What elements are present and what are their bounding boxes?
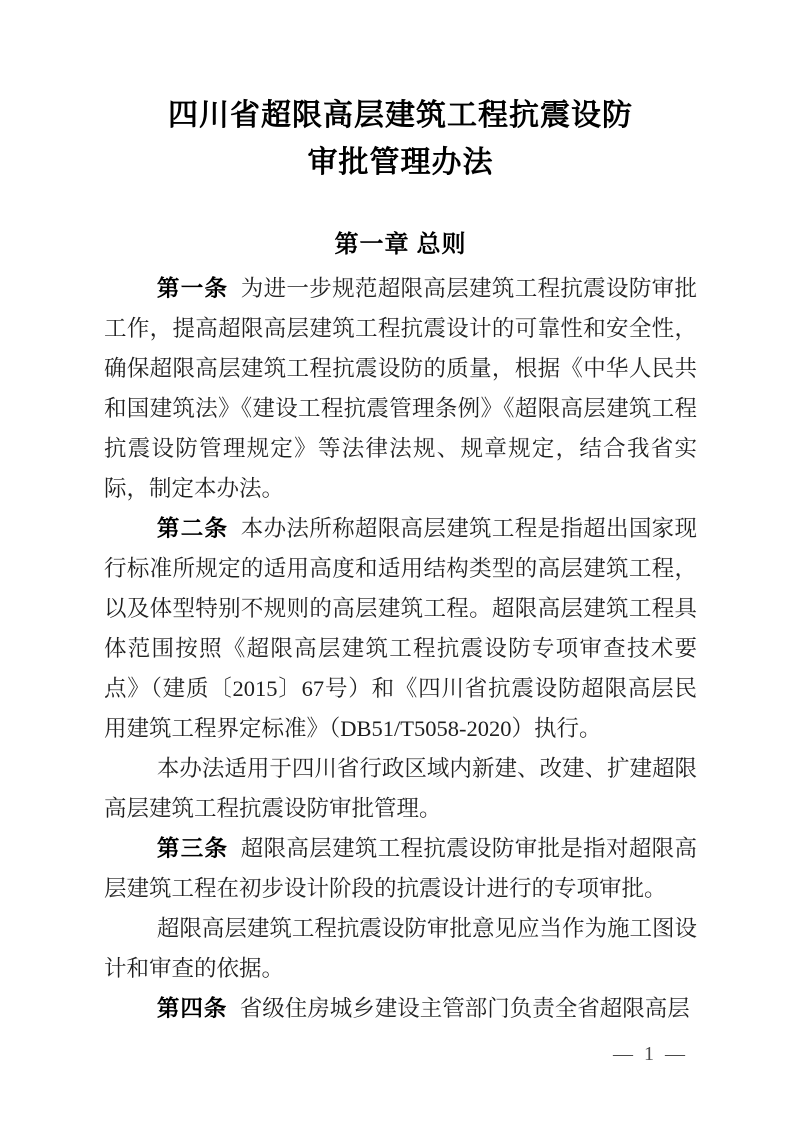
document-title-line1: 四川省超限高层建筑工程抗震设防: [168, 99, 633, 132]
article-2-cont-text: 本办法适用于四川省行政区域内新建、改建、扩建超限高层建筑工程抗震设防审批管理。: [104, 756, 697, 821]
document-title: [104, 92, 697, 186]
article-3-cont-text: 超限高层建筑工程抗震设防审批意见应当作为施工图设计和审查的依据。: [104, 916, 697, 981]
document-title-line2: 审批管理办法: [307, 146, 494, 179]
article-3-label: 第三条: [156, 836, 229, 861]
paragraph-article-4: [104, 989, 697, 1029]
article-4-text: 省级住房城乡建设主管部门负责全省超限高层: [239, 996, 690, 1021]
paragraph-article-2-cont: [104, 749, 697, 829]
article-2-text: 本办法所称超限高层建筑工程是指超出国家现行标准所规定的适用高度和适用结构类型的高层建筑工程，以及体型特别不规则的高层建筑工程。超限高层建筑工程具体范围按照《超限高层建筑工程抗震设防专项审查技术要点》（建质〔2015〕67号）和《四川省抗震设防超限高层民用建筑工程界定标准》（DB51/T5058-2020）执行。: [104, 516, 697, 741]
chapter-heading: 第一章 总则: [334, 232, 467, 258]
article-1-label: 第一条: [156, 276, 229, 301]
paragraph-article-1: [104, 269, 697, 509]
paragraph-article-3-cont: [104, 909, 697, 989]
paragraph-article-2: [104, 509, 697, 749]
paragraph-article-3: [104, 829, 697, 909]
article-1-text: 为进一步规范超限高层建筑工程抗震设防审批工作，提高超限高层建筑工程抗震设计的可靠性和安全性，确保超限高层建筑工程抗震设防的质量，根据《中华人民共和国建筑法》《建设工程抗震管理条例》《超限高层建筑工程抗震设防管理规定》等法律法规、规章规定，结合我省实际，制定本办法。: [104, 276, 697, 501]
article-3-text: 超限高层建筑工程抗震设防审批是指对超限高层建筑工程在初步设计阶段的抗震设计进行的专项审批。: [104, 836, 697, 901]
page-number: — 1 —: [613, 1043, 688, 1065]
document-body: [104, 269, 697, 1029]
article-2-label: 第二条: [156, 516, 229, 541]
article-4-label: 第四条: [156, 996, 228, 1021]
